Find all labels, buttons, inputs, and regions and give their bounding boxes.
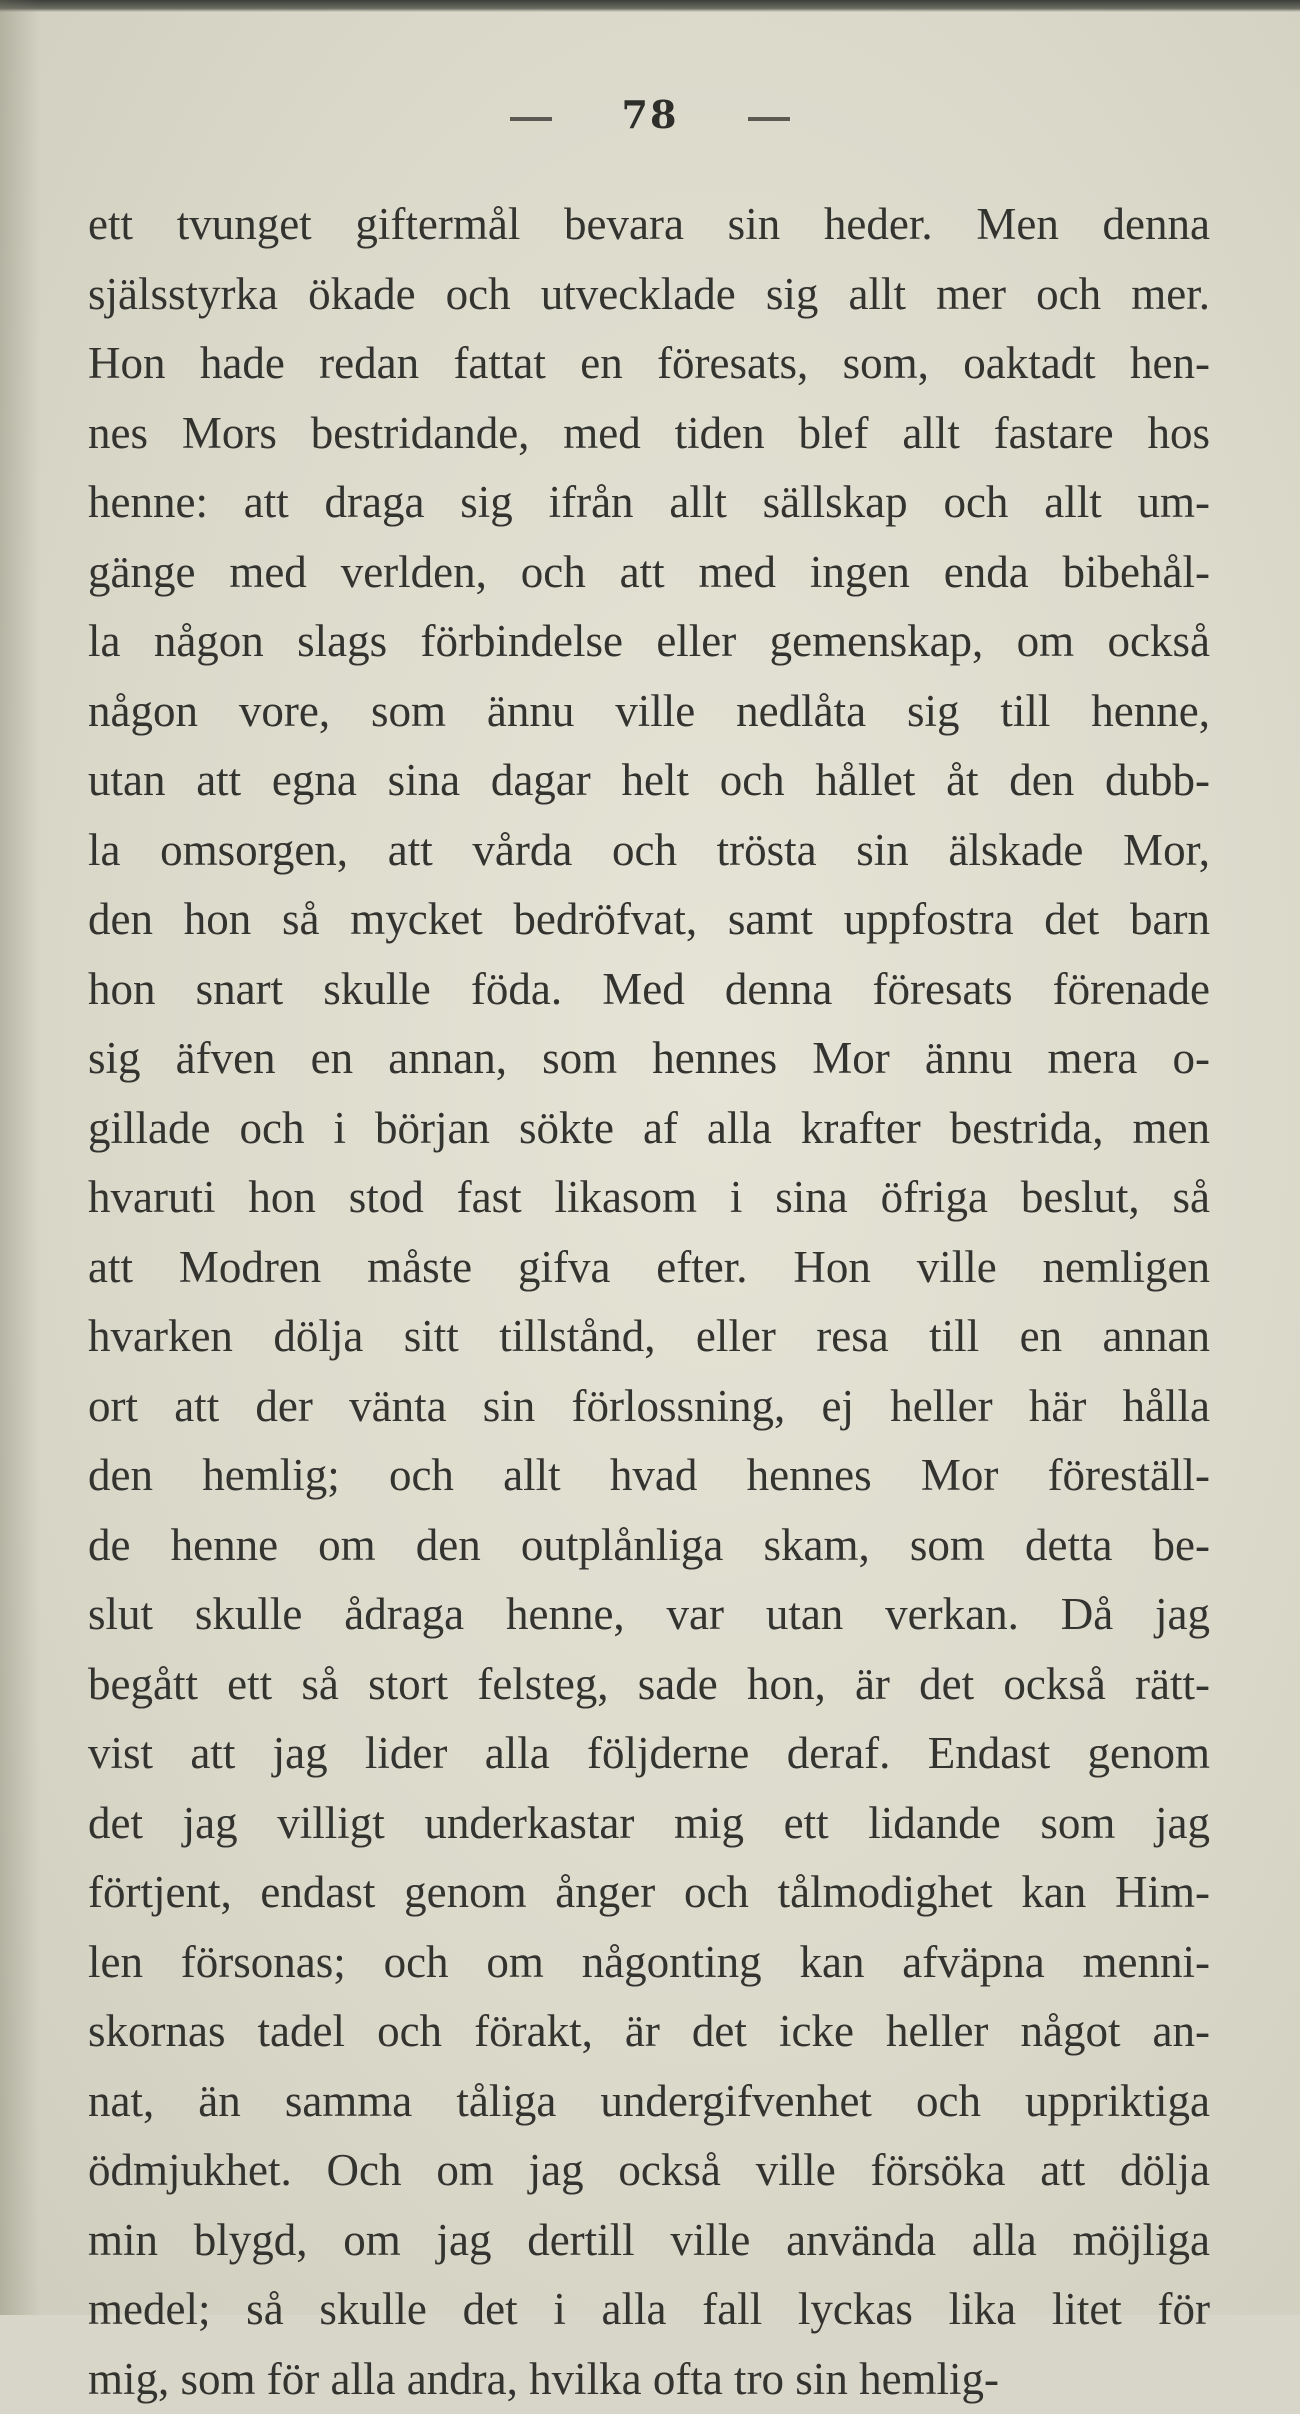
text-line: hvarken dölja sitt tillstånd, eller resa till en annan bbox=[88, 1302, 1210, 1372]
text-line: min blygd, om jag dertill ville använda alla möjliga bbox=[88, 2206, 1210, 2276]
text-line: någon vore, som ännu ville nedlåta sig till henne, bbox=[88, 677, 1210, 747]
text-line: vist att jag lider alla följderne deraf. Endast genom bbox=[88, 1719, 1210, 1789]
text-line: själsstyrka ökade och utvecklade sig allt mer och mer. bbox=[88, 260, 1210, 330]
text-line: nat, än samma tåliga undergifvenhet och uppriktiga bbox=[88, 2067, 1210, 2137]
header-dash-left bbox=[510, 117, 552, 121]
text-line: len försonas; och om någonting kan afväpna menni- bbox=[88, 1928, 1210, 1998]
text-line: hvaruti hon stod fast likasom i sina öfriga beslut, så bbox=[88, 1163, 1210, 1233]
text-line: ort att der vänta sin förlossning, ej heller här hålla bbox=[88, 1372, 1210, 1442]
text-line: henne: att draga sig ifrån allt sällskap och allt um- bbox=[88, 468, 1210, 538]
body-text bbox=[88, 190, 1210, 2414]
page-top-edge bbox=[0, 0, 1300, 12]
text-line: medel; så skulle det i alla fall lyckas lika litet för bbox=[88, 2275, 1210, 2345]
text-line: sig äfven en annan, som hennes Mor ännu mera o- bbox=[88, 1024, 1210, 1094]
text-line: det jag villigt underkastar mig ett lidande som jag bbox=[88, 1789, 1210, 1859]
text-line: den hon så mycket bedröfvat, samt uppfostra det barn bbox=[88, 885, 1210, 955]
text-line: mig, som för alla andra, hvilka ofta tro sin hemlig- bbox=[88, 2345, 1210, 2414]
page-gutter-shade bbox=[0, 0, 40, 2315]
text-line: gänge med verlden, och att med ingen enda bibehål- bbox=[88, 538, 1210, 608]
header-dash-right bbox=[748, 117, 790, 121]
text-line: de henne om den outplånliga skam, som detta be- bbox=[88, 1511, 1210, 1581]
text-line: nes Mors bestridande, med tiden blef allt fastare hos bbox=[88, 399, 1210, 469]
text-line: la någon slags förbindelse eller gemenskap, om också bbox=[88, 607, 1210, 677]
page-header bbox=[0, 92, 1300, 137]
text-line: förtjent, endast genom ånger och tålmodighet kan Him- bbox=[88, 1858, 1210, 1928]
text-line: gillade och i början sökte af alla krafter bestrida, men bbox=[88, 1094, 1210, 1164]
page-number: 78 bbox=[622, 92, 679, 137]
text-line: ödmjukhet. Och om jag också ville försöka att dölja bbox=[88, 2136, 1210, 2206]
text-line: hon snart skulle föda. Med denna föresats förenade bbox=[88, 955, 1210, 1025]
text-line: Hon hade redan fattat en föresats, som, oaktadt hen- bbox=[88, 329, 1210, 399]
text-line: ett tvunget giftermål bevara sin heder. Men denna bbox=[88, 190, 1210, 260]
text-line: utan att egna sina dagar helt och hållet åt den dubb- bbox=[88, 746, 1210, 816]
text-line: att Modren måste gifva efter. Hon ville nemligen bbox=[88, 1233, 1210, 1303]
text-line: begått ett så stort felsteg, sade hon, är det också rätt- bbox=[88, 1650, 1210, 1720]
text-line: den hemlig; och allt hvad hennes Mor föreställ- bbox=[88, 1441, 1210, 1511]
text-line: skornas tadel och förakt, är det icke heller något an- bbox=[88, 1997, 1210, 2067]
text-line: slut skulle ådraga henne, var utan verkan. Då jag bbox=[88, 1580, 1210, 1650]
text-line: la omsorgen, att vårda och trösta sin älskade Mor, bbox=[88, 816, 1210, 886]
